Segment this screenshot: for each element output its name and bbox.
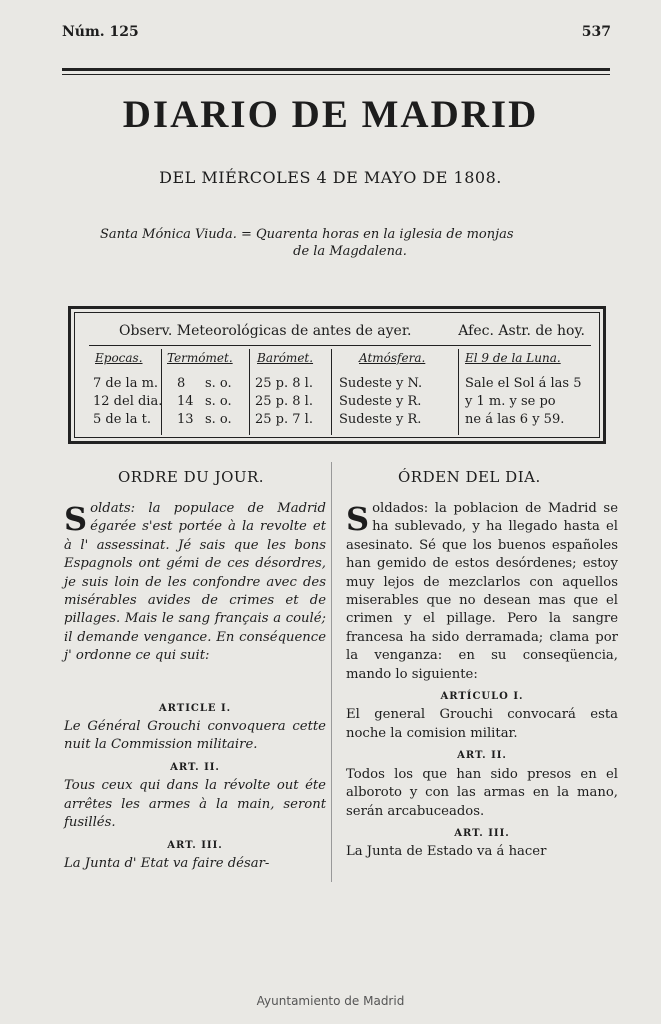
col-divider: [161, 349, 162, 435]
cell-atmos: Sudeste y R.: [339, 394, 422, 409]
french-intro: [64, 500, 326, 666]
cell-epoca: 12 del dia.: [93, 394, 163, 409]
cell-wind: s. o.: [205, 412, 232, 427]
article-heading: ARTÍCULO I.: [440, 691, 524, 703]
cell-temp: 8: [177, 376, 186, 391]
weather-heading: Observ. Meteorológicas de antes de ayer.: [119, 323, 412, 339]
cell-barom: 25 p. 7 l.: [255, 412, 313, 427]
col-header-barometro: Barómet.: [257, 351, 314, 365]
column-divider: [331, 462, 332, 882]
spanish-column-title: ÓRDEN DEL DIA.: [398, 468, 541, 486]
saint-of-day: [100, 226, 600, 260]
cell-astro: y 1 m. y se po: [465, 394, 556, 409]
spacer: [64, 666, 326, 696]
col-header-atmosfera: Atmósfera.: [359, 351, 426, 365]
astro-heading: Afec. Astr. de hoy.: [458, 323, 585, 339]
cell-barom: 25 p. 8 l.: [255, 376, 313, 391]
article-heading: ART. II.: [457, 750, 507, 762]
weather-table: [68, 306, 606, 444]
col-divider: [458, 349, 459, 435]
cell-barom: 25 p. 8 l.: [255, 394, 313, 409]
newspaper-title: DIARIO DE MADRID: [122, 93, 539, 136]
cell-astro: ne á las 6 y 59.: [465, 412, 565, 427]
cell-epoca: 7 de la m.: [93, 376, 159, 391]
col-divider: [331, 349, 332, 435]
spanish-column: [346, 500, 618, 862]
cell-wind: s. o.: [205, 394, 232, 409]
article-heading: ARTICLE I.: [158, 702, 232, 714]
masthead-rule: [62, 68, 610, 71]
article-text: Todos los que han sido presos en el alboroto y con las armas en la mano, serán arcabuceados.: [346, 766, 618, 819]
page-number: 537: [581, 24, 611, 40]
col-header-luna: El 9 de la Luna.: [465, 351, 561, 365]
cell-temp: 14: [177, 394, 194, 409]
masthead-rule-thin: [62, 74, 610, 75]
french-column-title: ORDRE DU JOUR.: [118, 468, 265, 486]
article-text: Le Général Grouchi convoquera cette nuit la Commission militaire.: [64, 719, 326, 753]
drop-cap: S: [346, 500, 370, 538]
drop-cap: S: [64, 500, 88, 538]
article-text: Tous ceux qui dans la révolte out éte arrêtes les armes à la main, seront fusillés.: [64, 778, 326, 831]
cell-temp: 13: [177, 412, 194, 427]
cell-atmos: Sudeste y R.: [339, 412, 422, 427]
col-header-termometro: Termómet.: [167, 351, 233, 365]
col-header-epocas: Epocas.: [95, 351, 143, 365]
saint-line-1: Santa Mónica Viuda. = Quarenta horas en la iglesia de monjas: [100, 227, 514, 242]
archive-credit: Ayuntamiento de Madrid: [256, 994, 405, 1008]
col-divider: [249, 349, 250, 435]
article-heading: ART. III.: [167, 839, 223, 851]
article-text: El general Grouchi convocará esta noche la comision militar.: [346, 707, 618, 741]
issue-date: DEL MIÉRCOLES 4 DE MAYO DE 1808.: [159, 168, 502, 187]
spanish-intro-text: oldados: la poblacion de Madrid se ha sublevado, y ha llegado hasta el asesinato. Sé que los buenos españoles han gemido de estos desórdenes; estoy muy lejos de mezclarlos con aquellos miserables que no desean mas que el crimen y el pillage. Pero la sangre francesa ha sido derramada; clama por la venganza: en su conseqüencia, mando lo siguiente:: [346, 501, 618, 682]
french-column: [64, 500, 326, 873]
issue-number: Núm. 125: [62, 24, 139, 40]
french-intro-text: oldats: la populace de Madrid égarée s'est portée à la revolte et à l' assessinat. Jé sais que les bons Espagnols ont gémi de ces désordres, je suis loin de les confondre avec des misérables avides de crimes et de pillages. Mais le sang français a coulé; il demande vengance. En conséquence j' ordonne ce qui suit:: [64, 501, 326, 664]
saint-line-2: de la Magdalena.: [293, 244, 407, 259]
cell-wind: s. o.: [205, 376, 232, 391]
article-heading: ART. III.: [454, 827, 510, 839]
article-text: La Junta de Estado va á hacer: [346, 844, 547, 860]
weather-header-rule: [89, 345, 591, 346]
cell-atmos: Sudeste y N.: [339, 376, 423, 391]
cell-epoca: 5 de la t.: [93, 412, 151, 427]
cell-astro: Sale el Sol á las 5: [465, 376, 582, 391]
spanish-intro: [346, 500, 618, 684]
article-heading: ART. II.: [170, 761, 220, 773]
weather-inner-frame: [74, 312, 600, 438]
article-text: La Junta d' Etat va faire désar-: [64, 855, 270, 871]
